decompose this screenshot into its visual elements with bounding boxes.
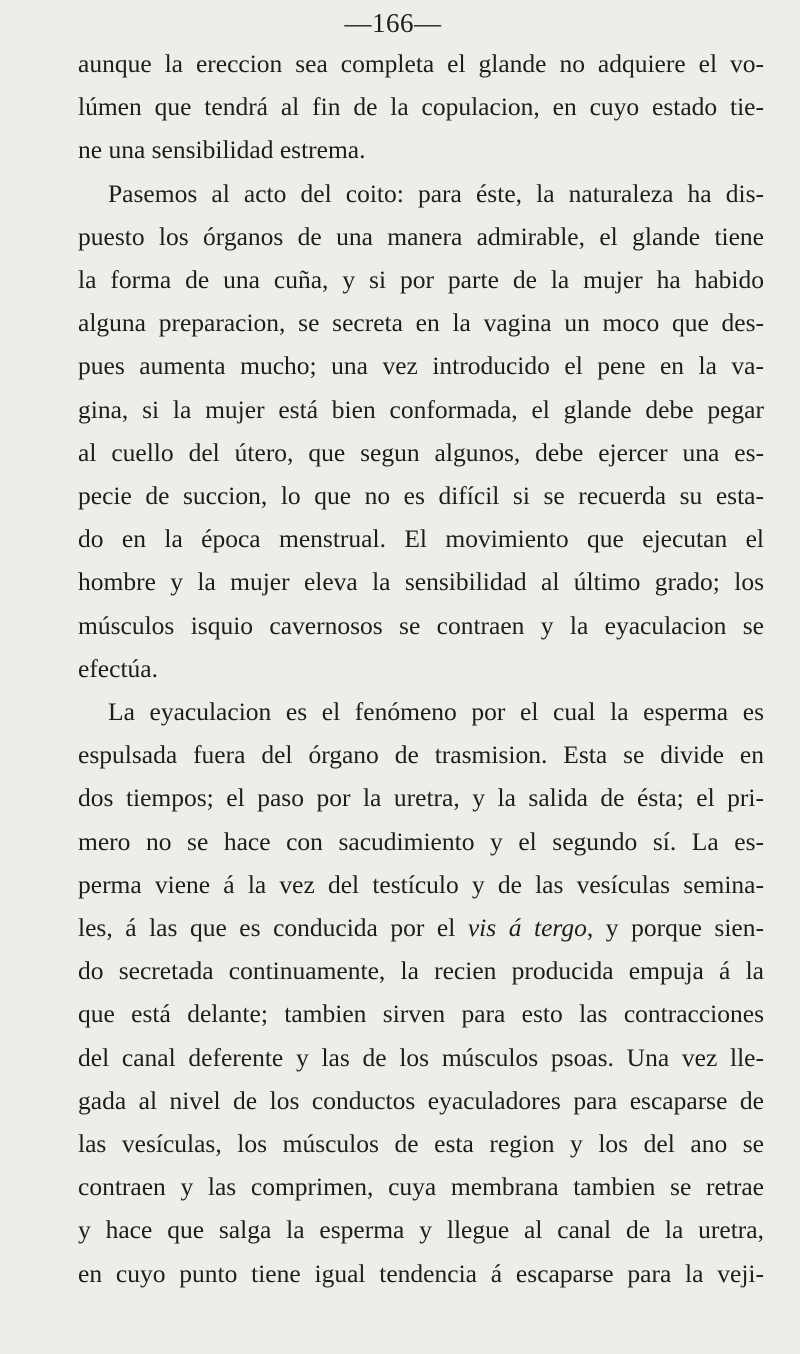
text-line: puesto los órganos de una manera admirable, el glande tiene [78, 221, 764, 251]
text-line: contraen y las comprimen, cuya membrana tambien se retrae [78, 1172, 764, 1202]
text-line: alguna preparacion, se secreta en la vagina un moco que des- [78, 308, 764, 338]
text-line: Pasemos al acto del coito: para éste, la naturaleza ha dis- [108, 178, 764, 208]
text-line: hombre y la mujer eleva la sensibilidad al último grado; los [78, 567, 764, 597]
text-line: en cuyo punto tiene igual tendencia á escaparse para la veji- [78, 1258, 764, 1288]
text-line: la forma de una cuña, y si por parte de la mujer ha habido [78, 265, 764, 295]
text-line: lúmen que tendrá al fin de la copulacion, en cuyo estado tie- [78, 92, 764, 122]
text-line [78, 906, 764, 949]
text-line: del canal deferente y las de los músculos psoas. Una vez lle- [78, 1042, 764, 1072]
text-line: do en la época menstrual. El movimiento que ejecutan el [78, 524, 764, 554]
text-line: mero no se hace con sacudimiento y el segundo sí. La es- [78, 826, 764, 856]
text-line: las vesículas, los músculos de esta region y los del ano se [78, 1129, 764, 1159]
text-line: gada al nivel de los conductos eyaculadores para escaparse de [78, 1085, 764, 1115]
body-text [78, 42, 764, 1295]
text-segment: les, á las que es conducida por el [78, 913, 468, 943]
text-line: La eyaculacion es el fenómeno por el cual la esperma es [108, 697, 764, 727]
text-line: que está delante; tambien sirven para esto las contracciones [78, 999, 764, 1029]
text-line: pues aumenta mucho; una vez introducido el pene en la va- [78, 351, 764, 381]
text-line: y hace que salga la esperma y llegue al canal de la uretra, [78, 1215, 764, 1245]
text-line: pecie de succion, lo que no es difícil si se recuerda su esta- [78, 481, 764, 511]
text-line: al cuello del útero, que segun algunos, debe ejercer una es- [78, 437, 764, 467]
text-line: do secretada continuamente, la recien producida empuja á la [78, 956, 764, 986]
text-line: aunque la ereccion sea completa el glande no adquiere el vo- [78, 49, 764, 78]
text-line: gina, si la mujer está bien conformada, el glande debe pegar [78, 394, 764, 424]
text-line: efectúa. [78, 653, 158, 683]
text-line: perma viene á la vez del testículo y de las vesículas semina- [78, 869, 764, 899]
text-line: espulsada fuera del órgano de trasmision. Esta se divide en [78, 740, 764, 770]
italic-phrase: vis á tergo [467, 913, 587, 943]
text-line: dos tiempos; el paso por la uretra, y la salida de ésta; el pri- [78, 783, 764, 813]
text-line: músculos isquio cavernosos se contraen y la eyaculacion se [78, 610, 764, 640]
text-segment: , y porque sien- [586, 913, 764, 943]
text-line: ne una sensibilidad estrema. [78, 135, 366, 165]
page-number: —166— [344, 8, 442, 38]
